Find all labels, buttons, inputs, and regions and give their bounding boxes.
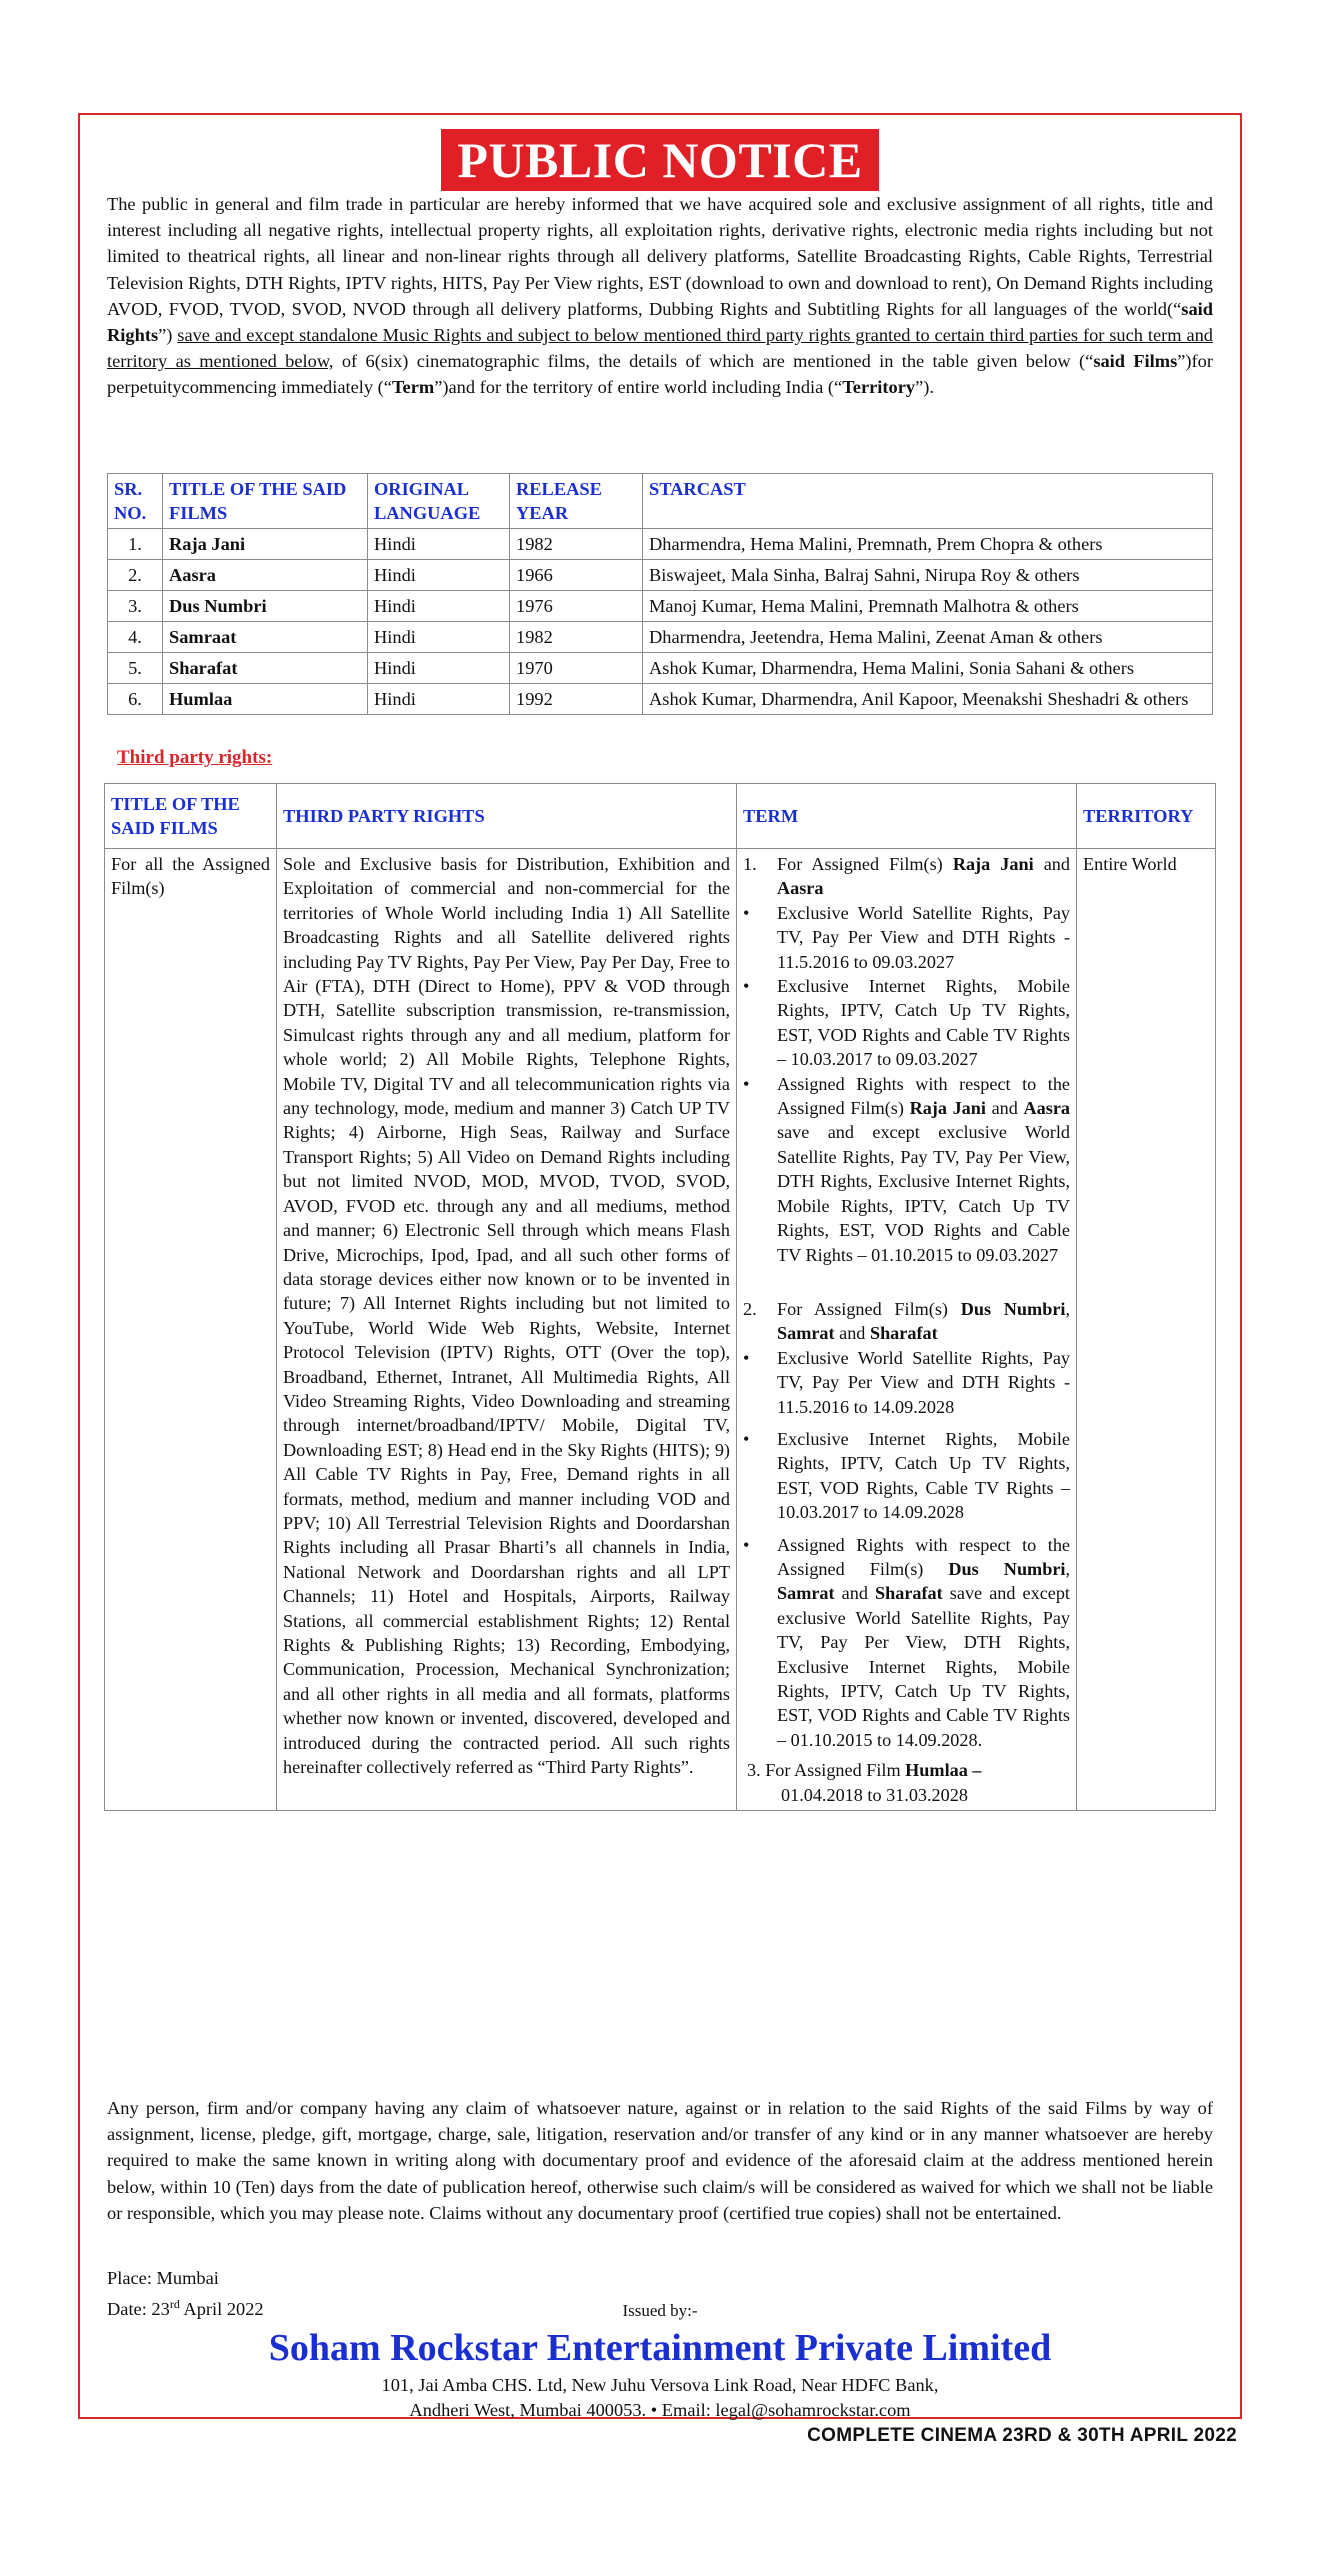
list-item: • Exclusive World Satellite Rights, Pay TV, Pay Per View and DTH Rights - 11.5.2016 to 09.03.2027 [743, 902, 1070, 972]
territory-cell: Entire World [1077, 849, 1216, 1811]
bullet-icon: • [743, 1534, 750, 1555]
year-cell: 1966 [510, 560, 643, 591]
assigned-films-cell: For all the Assigned Film(s) [105, 849, 277, 1811]
table-row [108, 653, 1213, 684]
issued-by: Issued by:- [622, 2301, 698, 2320]
bullet-icon: • [743, 902, 750, 923]
bullet-icon: • [743, 976, 750, 997]
list-item: • Exclusive Internet Rights, Mobile Rights, IPTV, Catch Up TV Rights, EST, VOD Rights, Cable TV Rights – 10.03.2017 to 14.09.2028 [743, 1428, 1070, 1523]
list-item: • Exclusive Internet Rights, Mobile Rights, IPTV, Catch Up TV Rights, EST, VOD Rights and Cable TV Rights – 10.03.2017 to 09.03.2027 [743, 976, 1070, 1070]
col-header-language: ORIGINAL LANGUAGE [368, 474, 510, 529]
starcast-cell: Manoj Kumar, Hema Malini, Premnath Malhotra & others [643, 591, 1213, 622]
bullet-icon: • [743, 1428, 750, 1449]
year-cell: 1976 [510, 591, 643, 622]
year-cell: 1982 [510, 529, 643, 560]
films-table-header [108, 474, 1213, 529]
intro-paragraph: The public in general and film trade in particular are hereby informed that we have acquired sole and exclusive assignment of all rights, title and interest including all negative rights, intellectual property rights, all exploitation rights, derivative rights, electronic media rights including but not limited to theatrical rights, all linear and non-linear rights through all delivery platforms, Satellite Broadcasting Rights, Cable Rights, Terrestrial Television Rights, DTH Rights, IPTV rights, HITS, Pay Per View rights, EST (download to own and download to rent), On Demand Rights including AVOD, FVOD, TVOD, SVOD, NVOD through all delivery platforms, Dubbing Rights and Subtitling Rights for all languages of the world(“said Rights”) save and except standalone Music Rights and subject to below mentioned third party rights granted to certain third parties for such term and territory as mentioned below, of 6(six) cinematographic films, the details of which are mentioned in the table given below (“said Films”)for perpetuitycommencing immediately (“Term”)and for the territory of entire world including India (“Territory”). [107, 194, 1213, 398]
film-title-cell: Humlaa [163, 684, 368, 715]
sr-cell: 3. [108, 591, 163, 622]
language-cell: Hindi [368, 684, 510, 715]
third-party-rights-table [104, 783, 1216, 1811]
term-group-1-heading: 1. For Assigned Film(s) Raja Jani and Aasra [743, 854, 1070, 899]
intro-underlined-clause: save and except standalone Music Rights and subject to below mentioned third party rights granted to certain third parties for such term and territory as mentioned below, [107, 325, 1213, 372]
table-row [108, 560, 1213, 591]
film-title-cell: Dus Numbri [163, 591, 368, 622]
place-line: Place: Mumbai [107, 2268, 219, 2288]
bullet-icon: • [743, 1347, 750, 1368]
col-header-year: RELEASE YEAR [510, 474, 643, 529]
language-cell: Hindi [368, 622, 510, 653]
date-line: Date: 23rd April 2022 [107, 2297, 264, 2320]
year-cell: 1992 [510, 684, 643, 715]
sr-cell: 2. [108, 560, 163, 591]
table-row [108, 529, 1213, 560]
starcast-cell: Dharmendra, Hema Malini, Premnath, Prem Chopra & others [643, 529, 1213, 560]
col-header-starcast: STARCAST [643, 474, 1213, 529]
publication-footer: COMPLETE CINEMA 23RD & 30TH APRIL 2022 [807, 2425, 1237, 2446]
col-header-term: TERM [737, 784, 1077, 849]
list-item: • Exclusive World Satellite Rights, Pay TV, Pay Per View and DTH Rights - 11.5.2016 to 14.09.2028 [743, 1347, 1070, 1417]
film-title-cell: Aasra [163, 560, 368, 591]
notice-title: PUBLIC NOTICE [441, 129, 878, 191]
language-cell: Hindi [368, 591, 510, 622]
third-party-heading: Third party rights: [117, 747, 273, 768]
starcast-cell: Biswajeet, Mala Sinha, Balraj Sahni, Nirupa Roy & others [643, 560, 1213, 591]
rights-table-header [105, 784, 1216, 849]
closing-paragraph: Any person, firm and/or company having any claim of whatsoever nature, against or in relation to the said Rights of the said Films by way of assignment, license, pledge, gift, mortgage, charge, sale, litigation, reservation and/or transfer of any kind or in any manner whatsoever are hereby required to make the same known in writing along with documentary proof and evidence of the aforesaid claim at the address mentioned herein below, within 10 (Ten) days from the date of publication hereof, otherwise such claim/s will be considered as waived for which we shall not be liable or responsible, which you may please note. Claims without any documentary proof (certified true copies) shall not be entertained. [107, 2098, 1213, 2223]
col-header-title: TITLE OF THE SAID FILMS [163, 474, 368, 529]
table-row [105, 849, 1216, 1811]
company-address: 101, Jai Amba CHS. Ltd, New Juhu Versova Link Road, Near HDFC Bank, Andheri West, Mumbai 400053. • Email: legal@sohamrockstar.com [381, 2375, 939, 2420]
company-name: Soham Rockstar Entertainment Private Limited [268, 2327, 1052, 2369]
col-header-sr: SR. NO. [108, 474, 163, 529]
list-item: • Assigned Rights with respect to the Assigned Film(s) Raja Jani and Aasra save and except exclusive World Satellite Rights, Pay TV, Pay Per View, DTH Rights, Exclusive Internet Rights, Mobile Rights, IPTV, Catch Up TV Rights, EST, VOD Rights and Cable TV Rights – 01.10.2015 to 09.03.2027 [743, 1073, 1070, 1265]
film-title-cell: Samraat [163, 622, 368, 653]
sr-cell: 5. [108, 653, 163, 684]
language-cell: Hindi [368, 560, 510, 591]
third-party-rights-cell: Sole and Exclusive basis for Distribution, Exhibition and Exploitation of commercial and non-commercial for the territories of Whole World including India 1) All Satellite Broadcasting Rights and all Satellite delivered rights including Pay TV Rights, Pay Per View, Pay Per Day, Free to Air (FTA), DTH (Direct to Home), PPV & VOD through DTH, Satellite subscription transmission, re-transmission, Simulcast rights through any and all medium, platform for whole world; 2) All Mobile Rights, Telephone Rights, Mobile TV, Digital TV and all telecommunication rights via any technology, mode, medium and manner 3) Catch UP TV Rights; 4) Airborne, High Seas, Railway and Surface Transport Rights; 5) All Video on Demand Rights including but not limited NVOD, MOD, MVOD, TVOD, SVOD, AVOD, FVOD etc. through any and all mediums, method and manner; 6) Electronic Sell through which means Flash Drive, Microchips, Ipod, Ipad, and all such other forms of data storage devices either now known or to be invented in future; 7) All Internet Rights including but not limited to YouTube, World Wide Web Rights, Website, Internet Protocol Television (IPTV) Rights, OTT (Over the top), Broadband, Ethernet, Intranet, All Multimedia Rights, All Video Streaming Rights, Video Downloading and streaming through internet/broadband/IPTV/ Mobile, Digital TV, Downloading EST; 8) Head end in the Sky Rights (HITS); 9) All Cable TV Rights in Pay, Free, Demand rights in all formats, method, medium and manner including VOD and PPV; 10) All Terrestrial Television Rights and Doordarshan Rights including all Prasar Bharti’s all channels in India, National Network and Doordarshan rights and all LPT Channels; 11) Hotel and Hospitals, Airports, Railway Stations, all commercial establishment Rights; 12) Rental Rights & Publishing Rights; 13) Recording, Embodying, Communication, Procession, Mechanical Synchronization; and all other rights in all media and all formats, platforms whether now known or invented, discovered, developed and introduced during the contracted period. All such rights hereinafter collectively referred as “Third Party Rights”. [277, 849, 737, 1811]
starcast-cell: Ashok Kumar, Dharmendra, Anil Kapoor, Meenakshi Sheshadri & others [643, 684, 1213, 715]
sr-cell: 4. [108, 622, 163, 653]
table-row [108, 684, 1213, 715]
films-table [107, 473, 1213, 715]
sr-cell: 6. [108, 684, 163, 715]
bullet-icon: • [743, 1073, 750, 1094]
term-list [743, 852, 1070, 1752]
col-header-rights: THIRD PARTY RIGHTS [277, 784, 737, 849]
term-group-2-heading: 2. For Assigned Film(s) Dus Numbri, Samrat and Sharafat [743, 1298, 1070, 1344]
film-title-cell: Sharafat [163, 653, 368, 684]
year-cell: 1970 [510, 653, 643, 684]
col-header-films: TITLE OF THE SAID FILMS [105, 784, 277, 849]
table-row [108, 591, 1213, 622]
film-title-cell: Raja Jani [163, 529, 368, 560]
sr-cell: 1. [108, 529, 163, 560]
language-cell: Hindi [368, 653, 510, 684]
year-cell: 1982 [510, 622, 643, 653]
list-item: • Assigned Rights with respect to the Assigned Film(s) Dus Numbri, Samrat and Sharafat save and except exclusive World Satellite Rights, Pay TV, Pay Per View, DTH Rights, Exclusive Internet Rights, Mobile Rights, IPTV, Catch Up TV Rights, EST, VOD Rights and Cable TV Rights – 01.10.2015 to 14.09.2028. [743, 1534, 1070, 1750]
notice-frame [78, 113, 1242, 2419]
starcast-cell: Dharmendra, Jeetendra, Hema Malini, Zeenat Aman & others [643, 622, 1213, 653]
col-header-territory: TERRITORY [1077, 784, 1216, 849]
term-group-3: 3. For Assigned Film Humlaa – 01.04.2018 to 31.03.2028 [747, 1760, 982, 1805]
starcast-cell: Ashok Kumar, Dharmendra, Hema Malini, Sonia Sahani & others [643, 653, 1213, 684]
term-cell [737, 849, 1077, 1811]
language-cell: Hindi [368, 529, 510, 560]
table-row [108, 622, 1213, 653]
